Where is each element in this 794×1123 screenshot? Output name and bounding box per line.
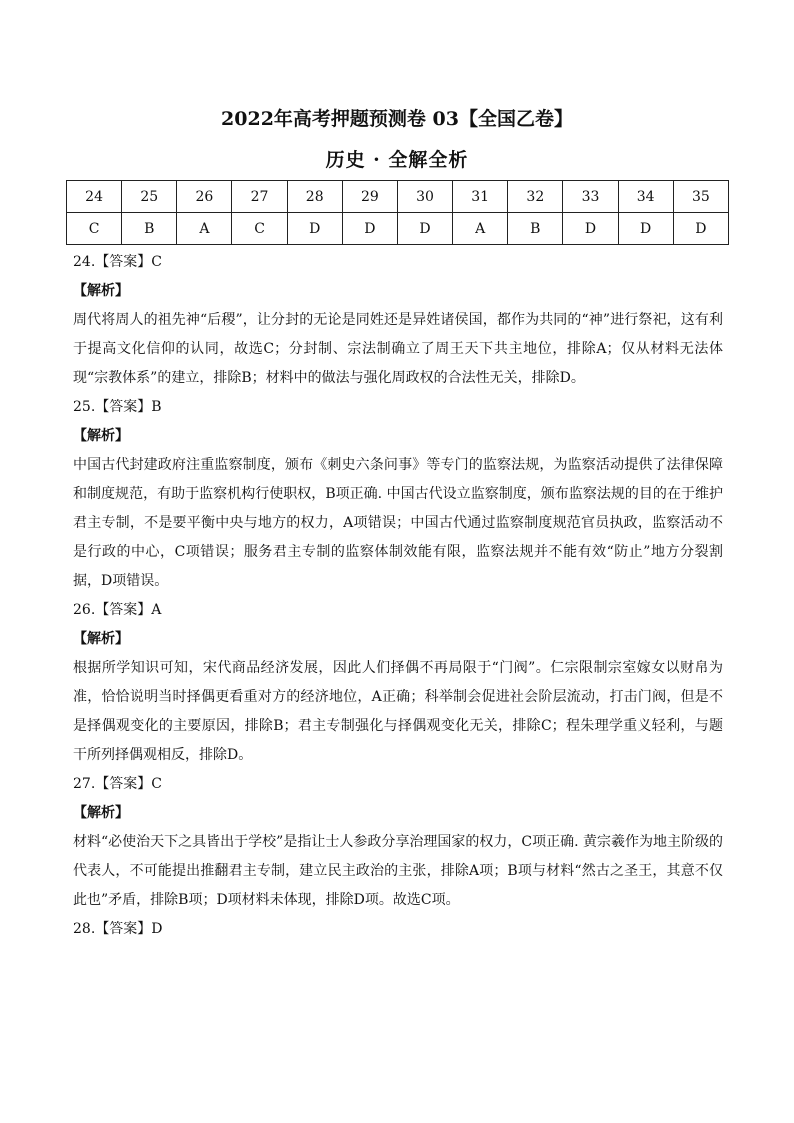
answer-line: 25.【答案】B	[73, 399, 162, 415]
analysis-text: 中国古代封建政府注重监察制度，颁布《刺史六条问事》等专门的监察法规，为监察活动提供了法律保障和制度规范，有助于监察机构行使职权，B项正确. 中国古代设立监察制度，颁布监察法规的目的在于维护君主专制，不是要平衡中央与地方的权力，A项错误；中国古代通过监察制度规范官员执政，监察活动不是行政的中心，C项错误；服务君主专制的监察体制效能有限，监察法规并不能有效“防止”地方分裂割据，D项错误。	[73, 457, 723, 589]
question-number-cell: 29	[342, 181, 397, 213]
question-number-cell: 32	[508, 181, 563, 213]
answer-cell: D	[618, 213, 673, 245]
question-number-cell: 26	[177, 181, 232, 213]
answer-cell: D	[287, 213, 342, 245]
answer-cell: B	[508, 213, 563, 245]
answer-line: 27.【答案】C	[73, 776, 162, 792]
answer-cell: B	[122, 213, 177, 245]
answer-table-numbers-row	[67, 181, 729, 213]
answer-cell: D	[397, 213, 452, 245]
analysis-label: 【解析】	[73, 805, 129, 821]
question-number-cell: 28	[287, 181, 342, 213]
answer-table	[66, 180, 729, 245]
question-number-cell: 27	[232, 181, 287, 213]
analysis-text: 根据所学知识可知，宋代商品经济发展，因此人们择偶不再局限于“门阀”。仁宗限制宗室嫁女以财帛为准，恰恰说明当时择偶更看重对方的经济地位，A正确；科举制会促进社会阶层流动，打击门阀，但是不是择偶观变化的主要原因，排除B；君主专制强化与择偶观变化无关，排除C；程朱理学重义轻利，与题干所列择偶观相反，排除D。	[73, 660, 723, 763]
question-number-cell: 35	[673, 181, 728, 213]
answer-line: 24.【答案】C	[73, 254, 162, 270]
question-number-cell: 25	[122, 181, 177, 213]
answer-cell: D	[342, 213, 397, 245]
question-number-cell: 34	[618, 181, 673, 213]
answer-line: 28.【答案】D	[73, 921, 163, 937]
question-number-cell: 31	[453, 181, 508, 213]
analysis-text: 周代将周人的祖先神“后稷”，让分封的无论是同姓还是异姓诸侯国，都作为共同的“神”进行祭祀，这有利于提高文化信仰的认同，故选C；分封制、宗法制确立了周王天下共主地位，排除A；仅从材料无法体现“宗教体系”的建立，排除B；材料中的做法与强化周政权的合法性无关，排除D。	[73, 312, 723, 386]
solutions-body	[73, 248, 723, 944]
document-title: 2022年高考押题预测卷 03【全国乙卷】	[221, 108, 573, 130]
question-number-cell: 24	[67, 181, 122, 213]
answer-cell: A	[177, 213, 232, 245]
document-subtitle: 历史 · 全解全析	[325, 149, 469, 171]
analysis-text: 材料“必使治天下之具皆出于学校”是指让士人参政分享治理国家的权力，C项正确. 黄宗羲作为地主阶级的代表人，不可能提出推翻君主专制，建立民主政治的主张，排除A项；B项与材料“然古之圣王，其意不仅此也”矛盾，排除B项；D项材料未体现，排除D项。故选C项。	[73, 834, 723, 908]
answer-cell: D	[673, 213, 728, 245]
analysis-label: 【解析】	[73, 428, 129, 444]
question-number-cell: 30	[397, 181, 452, 213]
answer-cell: C	[232, 213, 287, 245]
answer-line: 26.【答案】A	[73, 602, 162, 618]
answer-cell: D	[563, 213, 618, 245]
analysis-label: 【解析】	[73, 283, 129, 299]
answer-table-answers-row	[67, 213, 729, 245]
answer-cell: C	[67, 213, 122, 245]
answer-cell: A	[453, 213, 508, 245]
analysis-label: 【解析】	[73, 631, 129, 647]
question-number-cell: 33	[563, 181, 618, 213]
